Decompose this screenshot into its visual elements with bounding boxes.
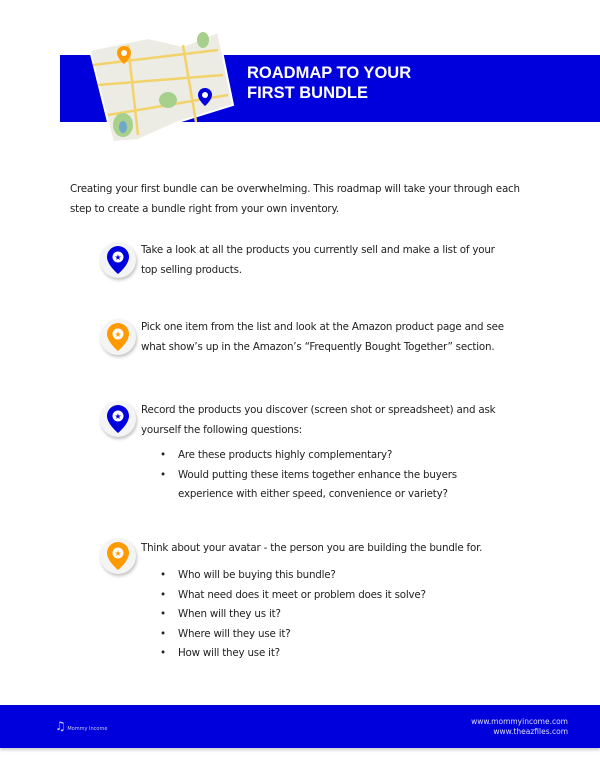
bullet-item: • Who will be buying this bundle? <box>160 566 510 586</box>
page-title: ROADMAP TO YOUR FIRST BUNDLE <box>247 64 412 102</box>
svg-text:★: ★ <box>114 549 122 558</box>
footer <box>0 705 600 748</box>
bullet-item: • What need does it meet or problem does it solve? <box>160 586 510 606</box>
bullet-item: • Where will they use it? <box>160 625 510 645</box>
step-2-text: Pick one item from the list and look at the Amazon product page and see what show’s up in the Amazon’s “Frequently Bought Together” section. <box>141 321 504 353</box>
step-4-bullets <box>160 566 510 664</box>
footer-link-mommyincome[interactable]: www.mommyincome.com <box>471 717 568 726</box>
step-1-text: Take a look at all the products you currently sell and make a list of your top selling products. <box>141 244 495 276</box>
bullet-item: • Would putting these items together enhance the buyers experience with either speed, convenience or variety? <box>160 466 510 505</box>
bullet-item: • When will they us it? <box>160 605 510 625</box>
orange-pin-icon <box>100 319 136 355</box>
bullet-item: • How will they use it? <box>160 644 510 664</box>
step-4-text: Think about your avatar - the person you are building the bundle for. <box>141 542 483 554</box>
map-illustration <box>88 30 238 145</box>
orange-pin-icon <box>100 538 136 574</box>
blue-pin-icon <box>100 242 136 278</box>
svg-text:★: ★ <box>114 253 122 262</box>
blue-pin-icon <box>100 401 136 437</box>
intro-text: Creating your first bundle can be overwhelming. This roadmap will take your through each step to create a bundle right from your own inventory. <box>70 183 520 215</box>
mommy-income-logo: ♫ Mommy Income <box>55 719 108 733</box>
step-3-text: Record the products you discover (screen shot or spreadsheet) and ask yourself the following questions: <box>141 404 496 436</box>
svg-text:★: ★ <box>114 330 122 339</box>
svg-text:★: ★ <box>114 412 122 421</box>
bullet-item: • Are these products highly complementary? <box>160 446 510 466</box>
step-3-bullets <box>160 446 510 505</box>
footer-link-theazfiles[interactable]: www.theazfiles.com <box>493 727 568 736</box>
